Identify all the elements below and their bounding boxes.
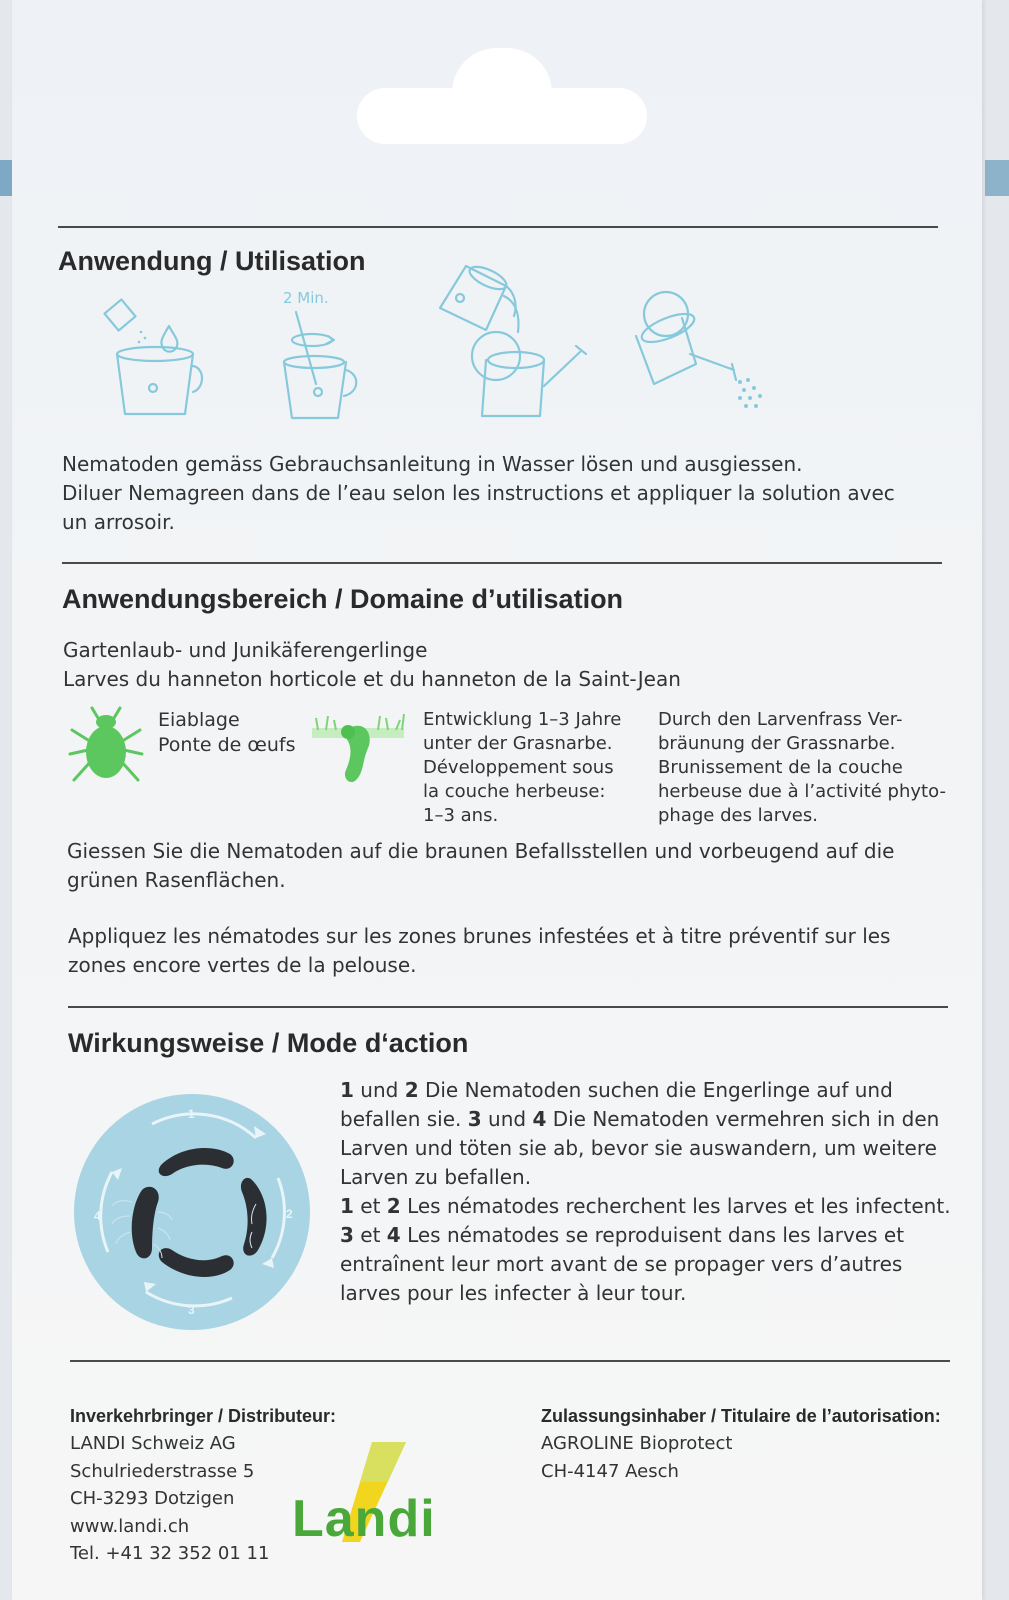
action-text-de: 1 und 2 Die Nematoden suchen die Engerlinge auf und befallen sie. 3 und 4 Die Nematoden vermehren sich in den Larven und töten sie ab, bevor sie auswandern, um weitere Larven zu befallen. (340, 1078, 940, 1189)
usage-text-de: Nematoden gemäss Gebrauchsanleitung in Wasser lösen und ausgiessen. (62, 452, 803, 476)
svg-text:Landi: Landi (292, 1490, 436, 1548)
distributor-address (70, 1430, 269, 1568)
target-pest-fr: Larves du hanneton horticole et du hanneton de la Saint-Jean (63, 667, 681, 691)
usage-text-fr: Diluer Nemagreen dans de l’eau selon les instructions et appliquer la solution avec un arrosoir. (62, 481, 895, 534)
holder-address (541, 1430, 732, 1485)
divider (58, 226, 938, 228)
divider (70, 1360, 950, 1362)
action-text-fr-1: 1 et 2 Les nématodes recherchent les larves et les infectent. (340, 1194, 951, 1218)
address-line: AGROLINE Bioprotect (541, 1433, 733, 1454)
egg-laying-label: Eiablage Ponte de œufs (158, 709, 296, 756)
watering-can-icon (624, 284, 774, 424)
watering-text-de: Giessen Sie die Nematoden auf die braunen Befallsstellen und vorbeugend auf die grünen Rasenflächen. (67, 839, 895, 892)
action-text-fr-2: 3 et 4 Les nématodes se reproduisent dans les larves et entraînent leur mort avant de se propager vers d’autres larves pour les infecter à leur tour. (340, 1223, 905, 1305)
nematode-cycle-icon (72, 1092, 312, 1332)
target-pest-de: Gartenlaub- und Junikäferengerlinge (63, 638, 428, 662)
address-line: LANDI Schweiz AG (70, 1433, 236, 1454)
watering-text-fr: Appliquez les nématodes sur les zones brunes infestées et à titre préventif sur les zones encore vertes de la pelouse. (68, 924, 891, 977)
development-label: Entwicklung 1–3 Jahre unter der Grasnarbe. Développement sous la couche herbeuse: 1–3 ans. (423, 709, 622, 826)
stir-step-icon (274, 300, 364, 430)
divider (68, 1006, 948, 1008)
divider (62, 562, 942, 564)
distributor-label: Inverkehrbringer / Distributeur: (70, 1406, 337, 1426)
cycle-number: 4 (94, 1209, 101, 1223)
phone-number: Tel. +41 32 352 01 11 (70, 1543, 270, 1564)
landi-logo (290, 1438, 450, 1548)
damage-label: Durch den Larvenfrass Ver- bräunung der Grassnarbe. Brunissement de la couche herbeuse due à l’activité phyto- phage des larves. (658, 709, 946, 826)
action-heading: Wirkungsweise / Mode d‘action (68, 1028, 469, 1058)
beetle-icon (66, 704, 146, 784)
area-heading: Anwendungsbereich / Domaine d’utilisation (62, 584, 624, 614)
package-back (12, 0, 982, 1600)
address-line: Schulriederstrasse 5 (70, 1460, 255, 1482)
grub-in-grass-icon (312, 708, 412, 788)
step2-time-label: 2 Min. (283, 289, 329, 307)
dissolve-step-icon (97, 296, 207, 426)
cycle-number: 2 (286, 1207, 293, 1221)
cycle-number: 1 (188, 1107, 195, 1121)
hang-tab-slot (357, 48, 647, 144)
pour-into-can-icon (420, 256, 590, 426)
address-line: CH-3293 Dotzigen (70, 1488, 235, 1509)
box-edge-right (985, 160, 1009, 196)
usage-heading: Anwendung / Utilisation (58, 246, 366, 276)
address-line: CH-4147 Aesch (541, 1460, 679, 1482)
holder-label: Zulassungsinhaber / Titulaire de l’autorisation: (541, 1406, 941, 1426)
cycle-number: 3 (188, 1303, 195, 1317)
website-link[interactable]: www.landi.ch (70, 1515, 190, 1537)
